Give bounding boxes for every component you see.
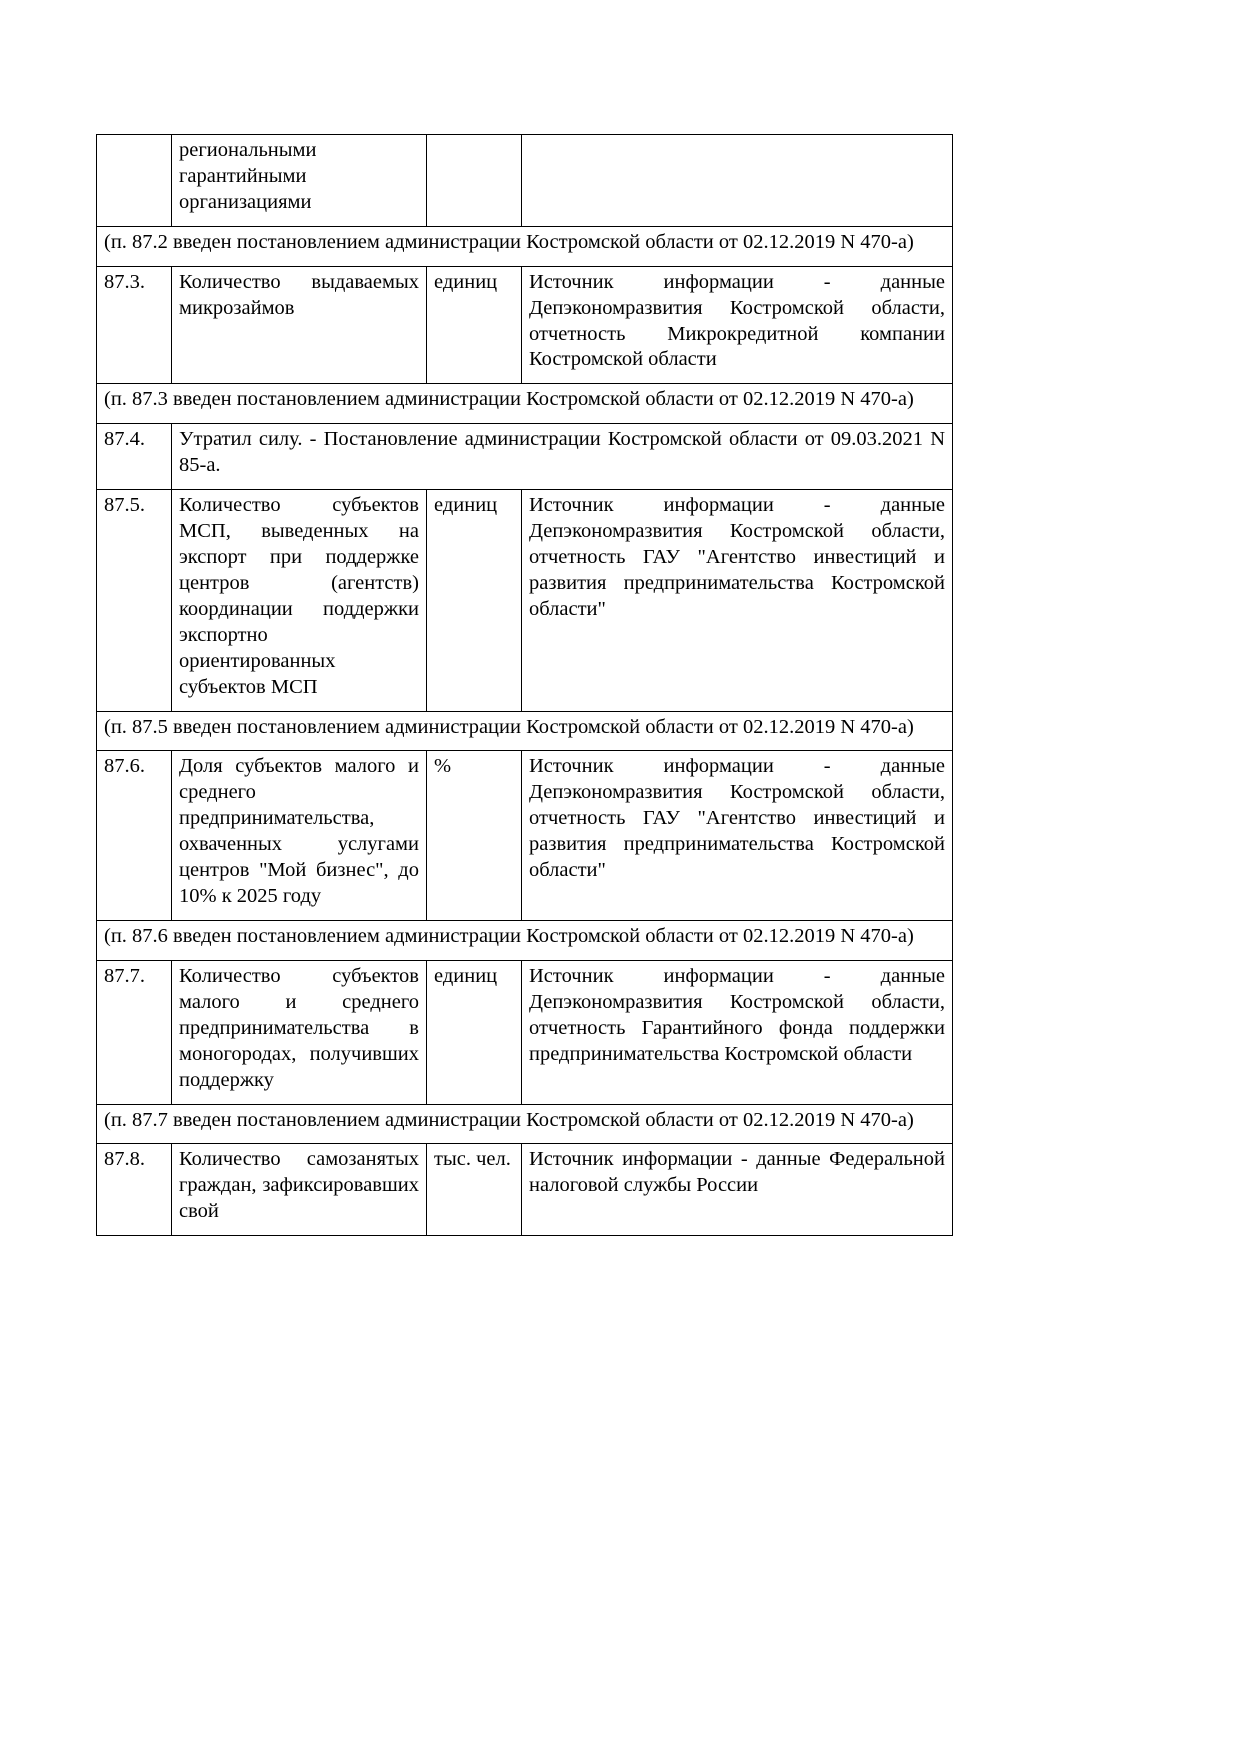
cell-unit bbox=[427, 135, 522, 227]
cell-repealed-text: Утратил силу. - Постановление администрации Костромской области от 09.03.2021 N 85-а. bbox=[172, 424, 953, 490]
indicators-table bbox=[96, 134, 953, 1236]
table-row bbox=[97, 960, 953, 1104]
cell-indicator-name: региональными гарантийными организациями bbox=[172, 135, 427, 227]
cell-unit: единиц bbox=[427, 266, 522, 384]
cell-source: Источник информации - данные Депэкономразвития Костромской области, отчетность Микрокредитной компании Костромской области bbox=[522, 266, 953, 384]
cell-number: 87.6. bbox=[97, 751, 172, 921]
cell-source: Источник информации - данные Депэкономразвития Костромской области, отчетность Гарантийного фонда поддержки предпринимательства Костромской области bbox=[522, 960, 953, 1104]
cell-note: (п. 87.3 введен постановлением администрации Костромской области от 02.12.2019 N 470-а) bbox=[97, 384, 953, 424]
table-row bbox=[97, 751, 953, 921]
table-row bbox=[97, 266, 953, 384]
cell-source: Источник информации - данные Депэкономразвития Костромской области, отчетность ГАУ "Агентство инвестиций и развития предпринимательства Костромской области" bbox=[522, 751, 953, 921]
table-body bbox=[97, 135, 953, 1236]
cell-indicator-name: Количество субъектов МСП, выведенных на экспорт при поддержке центров (агентств) координации поддержки экспортно ориентированных субъектов МСП bbox=[172, 490, 427, 711]
cell-unit: тыс. чел. bbox=[427, 1144, 522, 1236]
cell-number: 87.8. bbox=[97, 1144, 172, 1236]
cell-unit: единиц bbox=[427, 960, 522, 1104]
cell-note: (п. 87.6 введен постановлением администрации Костромской области от 02.12.2019 N 470-а) bbox=[97, 920, 953, 960]
cell-number bbox=[97, 135, 172, 227]
table-row-note bbox=[97, 711, 953, 751]
cell-number: 87.4. bbox=[97, 424, 172, 490]
table-row-note bbox=[97, 1104, 953, 1144]
cell-number: 87.3. bbox=[97, 266, 172, 384]
cell-note: (п. 87.7 введен постановлением администрации Костромской области от 02.12.2019 N 470-а) bbox=[97, 1104, 953, 1144]
table-row bbox=[97, 490, 953, 711]
table-row bbox=[97, 135, 953, 227]
cell-indicator-name: Количество выдаваемых микрозаймов bbox=[172, 266, 427, 384]
cell-number: 87.5. bbox=[97, 490, 172, 711]
table-row bbox=[97, 1144, 953, 1236]
cell-source: Источник информации - данные Федеральной налоговой службы России bbox=[522, 1144, 953, 1236]
cell-indicator-name: Количество субъектов малого и среднего предпринимательства в моногородах, получивших поддержку bbox=[172, 960, 427, 1104]
cell-note: (п. 87.2 введен постановлением администрации Костромской области от 02.12.2019 N 470-а) bbox=[97, 226, 953, 266]
cell-unit: единиц bbox=[427, 490, 522, 711]
cell-source bbox=[522, 135, 953, 227]
cell-note: (п. 87.5 введен постановлением администрации Костромской области от 02.12.2019 N 470-а) bbox=[97, 711, 953, 751]
table-row-note bbox=[97, 384, 953, 424]
cell-source: Источник информации - данные Депэкономразвития Костромской области, отчетность ГАУ "Агентство инвестиций и развития предпринимательства Костромской области" bbox=[522, 490, 953, 711]
table-row-note bbox=[97, 920, 953, 960]
cell-indicator-name: Доля субъектов малого и среднего предпринимательства, охваченных услугами центров "Мой бизнес", до 10% к 2025 году bbox=[172, 751, 427, 921]
cell-unit: % bbox=[427, 751, 522, 921]
cell-number: 87.7. bbox=[97, 960, 172, 1104]
cell-indicator-name: Количество самозанятых граждан, зафиксировавших свой bbox=[172, 1144, 427, 1236]
table-row-note bbox=[97, 226, 953, 266]
table-row bbox=[97, 424, 953, 490]
